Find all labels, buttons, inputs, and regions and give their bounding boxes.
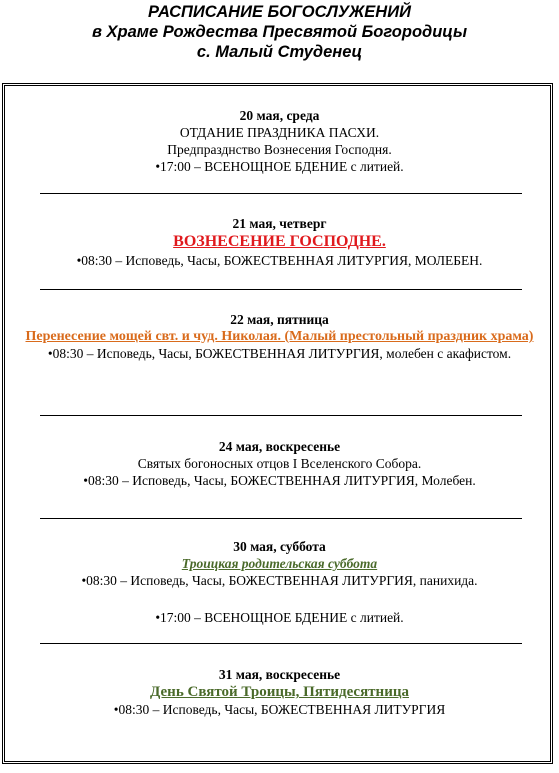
entry-date: 21 мая, четверг [232, 216, 327, 231]
entry-service-time: •08:30 – Исповедь, Часы, БОЖЕСТВЕННАЯ ЛИТУРГИЯ [113, 702, 446, 717]
separator-line [40, 643, 522, 644]
schedule-title: РАСПИСАНИЕ БОГОСЛУЖЕНИЙ [148, 3, 411, 21]
feast-title: Троицкая родительская суббота [181, 556, 378, 571]
page-header [0, 0, 559, 62]
schedule-entry-may-24 [0, 438, 559, 489]
entry-service-time: •08:30 – Исповедь, Часы, БОЖЕСТВЕННАЯ ЛИТУРГИЯ, панихида. [81, 573, 478, 588]
entry-service-time: •17:00 – ВСЕНОЩНОЕ БДЕНИЕ с литией. [155, 610, 404, 625]
schedule-frame [2, 83, 553, 764]
entry-service-time: •08:30 – Исповедь, Часы, БОЖЕСТВЕННАЯ ЛИТУРГИЯ, МОЛЕБЕН. [76, 253, 483, 268]
separator-line [40, 289, 522, 290]
schedule-entry-may-21 [0, 215, 559, 269]
entry-line: ОТДАНИЕ ПРАЗДНИКА ПАСХИ. [179, 125, 380, 140]
entry-service-time: •08:30 – Исповедь, Часы, БОЖЕСТВЕННАЯ ЛИТУРГИЯ, молебен с акафистом. [47, 346, 512, 361]
church-name: в Храме Рождества Пресвятой Богородицы [91, 23, 468, 41]
village-name: с. Малый Студенец [196, 43, 363, 61]
schedule-entry-may-30 [0, 538, 559, 626]
entry-line: Предпразднство Вознесения Господня. [167, 142, 392, 157]
entry-date: 22 мая, пятница [230, 312, 329, 327]
separator-line [40, 415, 522, 416]
separator-line [40, 193, 522, 194]
entry-service-time: •17:00 – ВСЕНОЩНОЕ БДЕНИЕ с литией. [155, 159, 404, 174]
entry-service-time: •08:30 – Исповедь, Часы, БОЖЕСТВЕННАЯ ЛИТУРГИЯ, Молебен. [83, 473, 476, 488]
schedule-entry-may-22 [0, 311, 559, 362]
schedule-entry-may-20 [0, 107, 559, 175]
entry-date: 20 мая, среда [239, 108, 320, 123]
entry-line: Святых богоносных отцов I Вселенского Собора. [137, 456, 422, 471]
entry-date: 24 мая, воскресенье [218, 439, 341, 454]
schedule-entry-may-31 [0, 666, 559, 718]
feast-title: Перенесение мощей свт. и чуд. Николая. (Малый престольный праздник храма) [25, 329, 534, 344]
feast-title: День Святой Троицы, Пятидесятница [150, 684, 409, 700]
separator-line [40, 518, 522, 519]
entry-date: 31 мая, воскресенье [218, 667, 341, 682]
feast-title: ВОЗНЕСЕНИЕ ГОСПОДНЕ. [173, 233, 386, 250]
entry-date: 30 мая, суббота [233, 539, 326, 554]
